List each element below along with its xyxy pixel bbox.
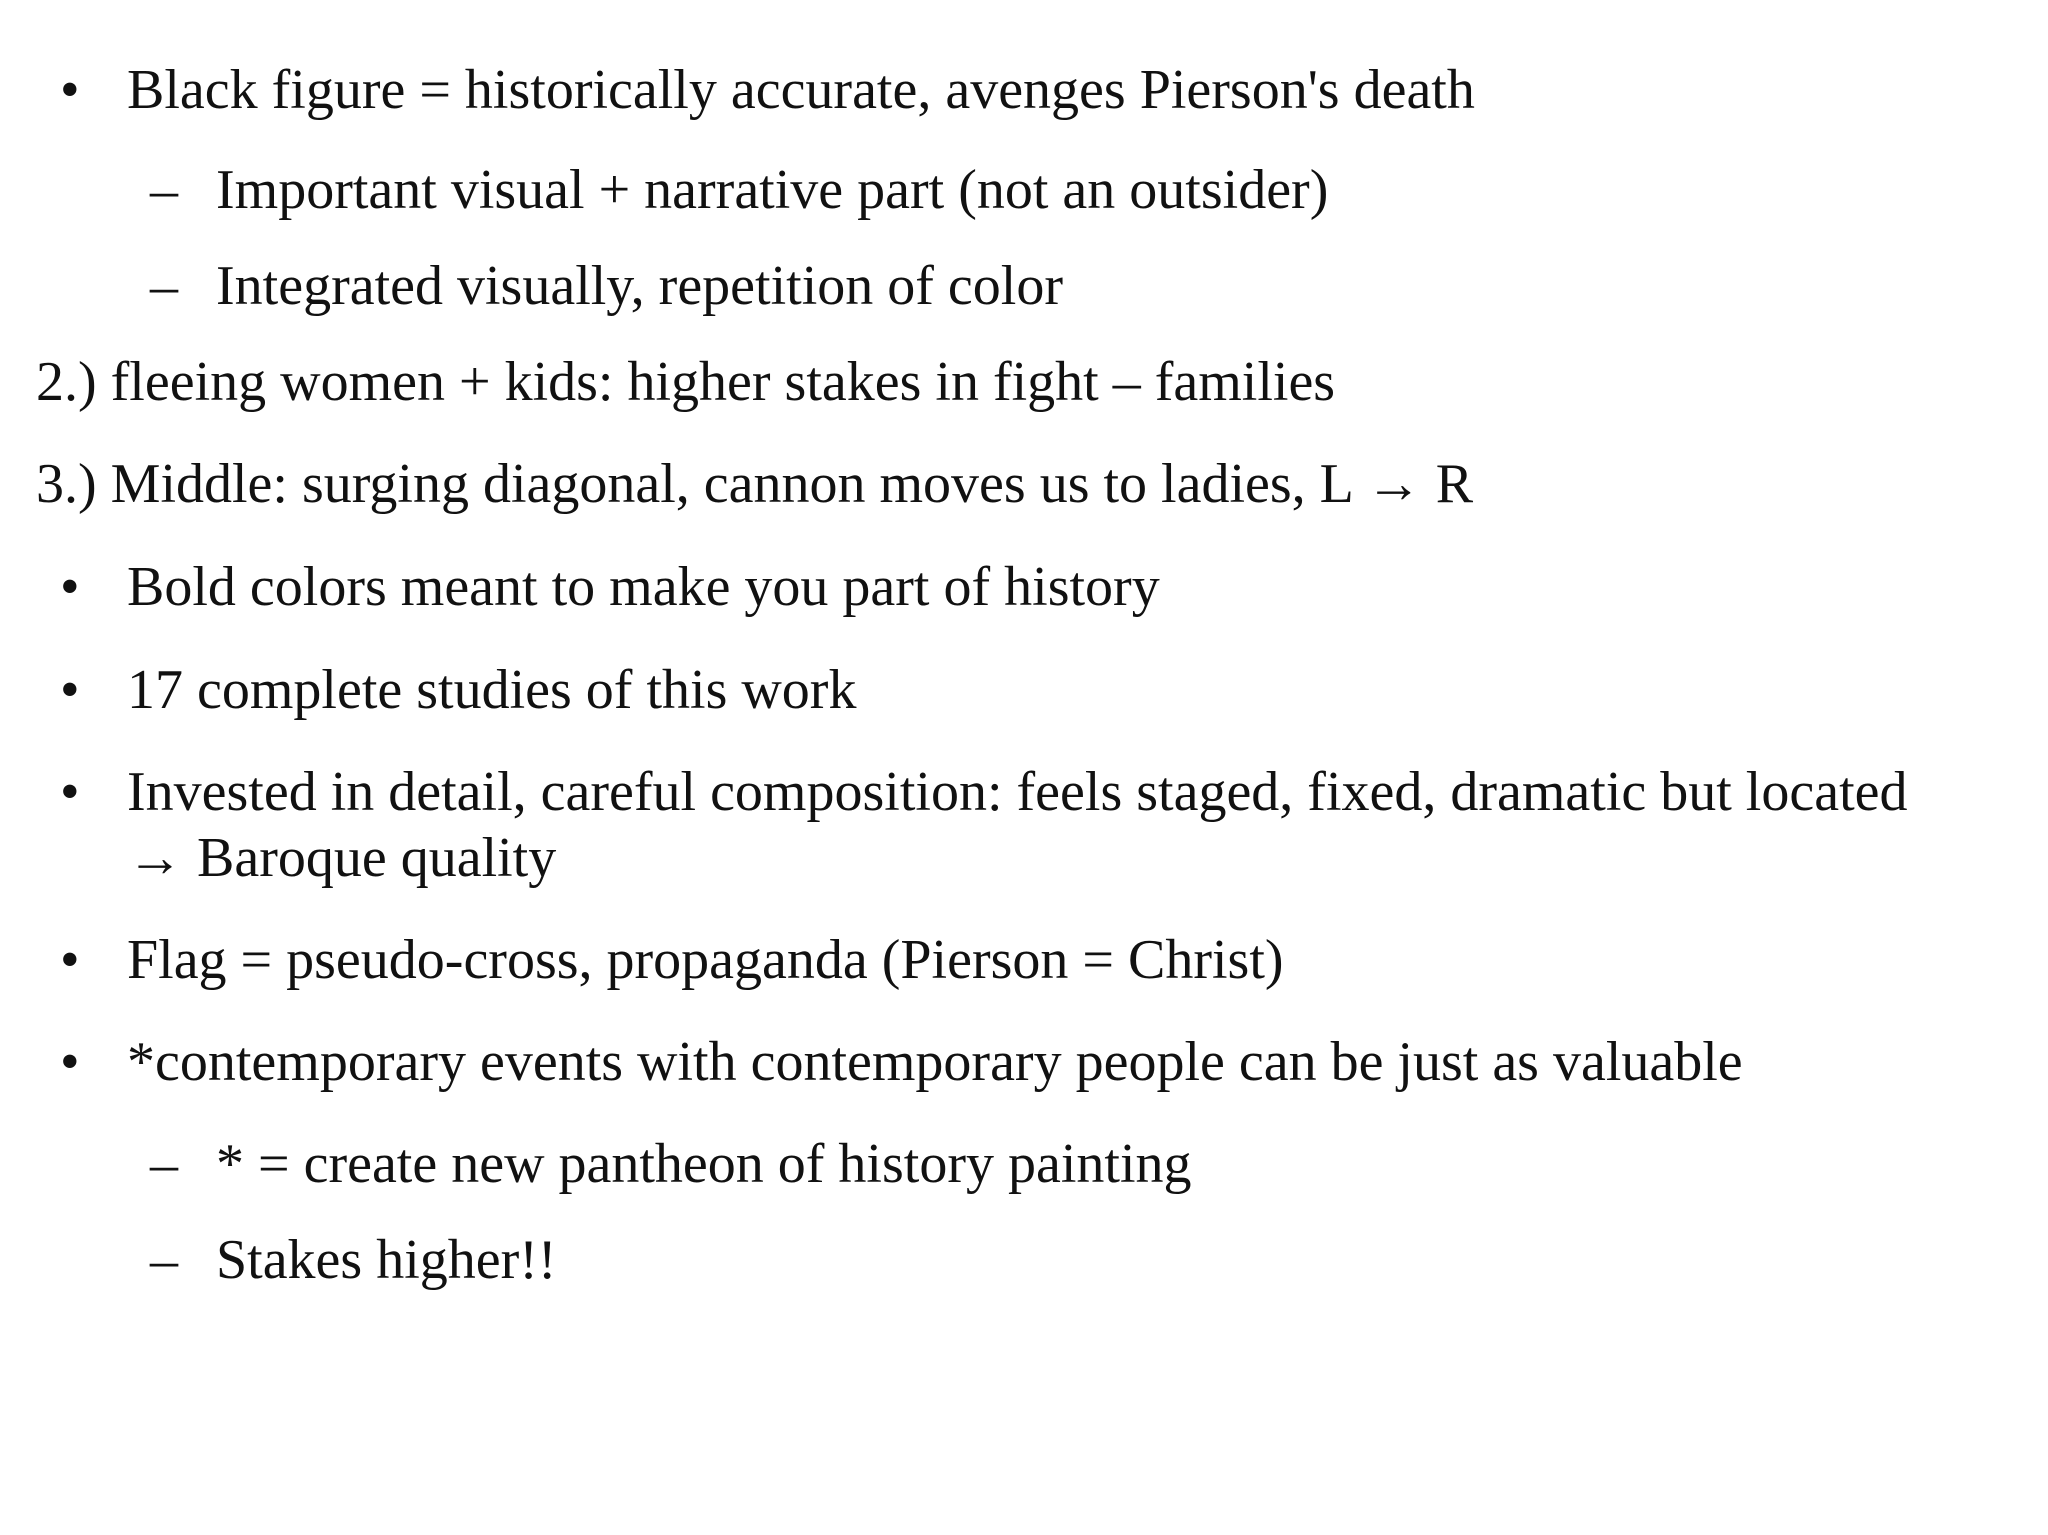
dash-marker: – (150, 1229, 178, 1291)
numbered-item: 2.) fleeing women + kids: higher stakes in fight – families (36, 351, 1336, 413)
bullet-marker: • (60, 556, 80, 618)
bullet-text: *contemporary events with contemporary people can be just as valuable (127, 1031, 1743, 1093)
dash-marker: – (150, 1133, 178, 1195)
bullet-marker: • (60, 1031, 80, 1093)
sub-bullet-text: Important visual + narrative part (not an outsider) (216, 159, 1329, 221)
bullet-marker: • (60, 59, 80, 121)
sub-bullet-text: Stakes higher!! (216, 1229, 557, 1291)
bullet-text-continuation: → Baroque quality (127, 827, 557, 889)
bullet-marker: • (60, 761, 80, 823)
bullet-text: Invested in detail, careful composition: feels staged, fixed, dramatic but located (127, 761, 1908, 823)
bullet-marker: • (60, 929, 80, 991)
bullet-text: Bold colors meant to make you part of history (127, 556, 1160, 618)
dash-marker: – (150, 255, 178, 317)
bullet-text: 17 complete studies of this work (127, 659, 857, 721)
numbered-item: 3.) Middle: surging diagonal, cannon moves us to ladies, L → R (36, 453, 1474, 515)
dash-marker: – (150, 159, 178, 221)
sub-bullet-text: * = create new pantheon of history painting (216, 1133, 1192, 1195)
bullet-text: Flag = pseudo-cross, propaganda (Pierson = Christ) (127, 929, 1284, 991)
bullet-marker: • (60, 659, 80, 721)
sub-bullet-text: Integrated visually, repetition of color (216, 255, 1063, 317)
bullet-text: Black figure = historically accurate, avenges Pierson's death (127, 59, 1475, 121)
